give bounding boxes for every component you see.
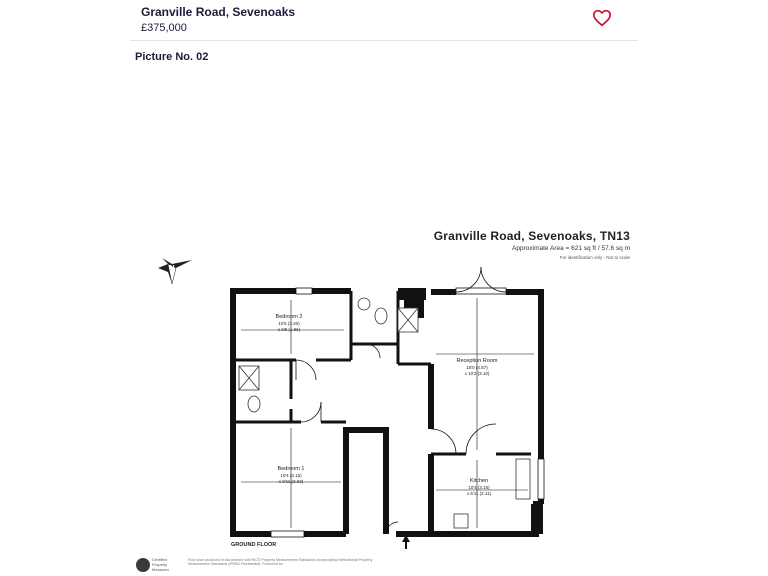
floorplan-title: Granville Road, Sevenoaks, TN13 xyxy=(433,229,630,243)
room-label-kitchen: Kitchen 10'4 (3.15) x 6'11 (2.11) xyxy=(466,478,492,496)
room-label-bedroom-1: Bedroom 1 10'4 (3.15) x 9'11 (3.03) xyxy=(277,466,305,484)
listing-price: £375,000 xyxy=(141,22,187,34)
floorplan-fine-print: Floor plan produced in accordance with RICS Property Measurement Standards incorporating International Property Measurement Standards (IPMS2 Residential). Produced for xyxy=(188,558,373,567)
svg-text:N: N xyxy=(169,265,175,272)
rics-logo-icon xyxy=(136,558,150,572)
room-label-reception-room: Reception Room 15'0 (4.57) x 10'2 (3.10) xyxy=(456,358,498,376)
compass-icon xyxy=(158,258,192,284)
floorplan-note: For identification only - Not to scale xyxy=(559,255,630,260)
floorplan-drawing xyxy=(136,224,633,576)
listing-header xyxy=(130,0,638,41)
heart-icon[interactable] xyxy=(592,9,612,27)
picture-number-label: Picture No. 02 xyxy=(135,51,209,63)
listing-title[interactable]: Granville Road, Sevenoaks xyxy=(141,5,296,19)
room-label-bedroom-2: Bedroom 2 10'5 (3.20) x 6'5 (1.96) xyxy=(275,314,303,332)
floor-label: GROUND FLOOR xyxy=(231,542,277,548)
floorplan-image xyxy=(136,224,633,576)
floorplan-area: Approximate Area = 621 sq ft / 57.6 sq m xyxy=(512,245,630,252)
certified-badge: Certified Property Measurer xyxy=(152,557,169,572)
